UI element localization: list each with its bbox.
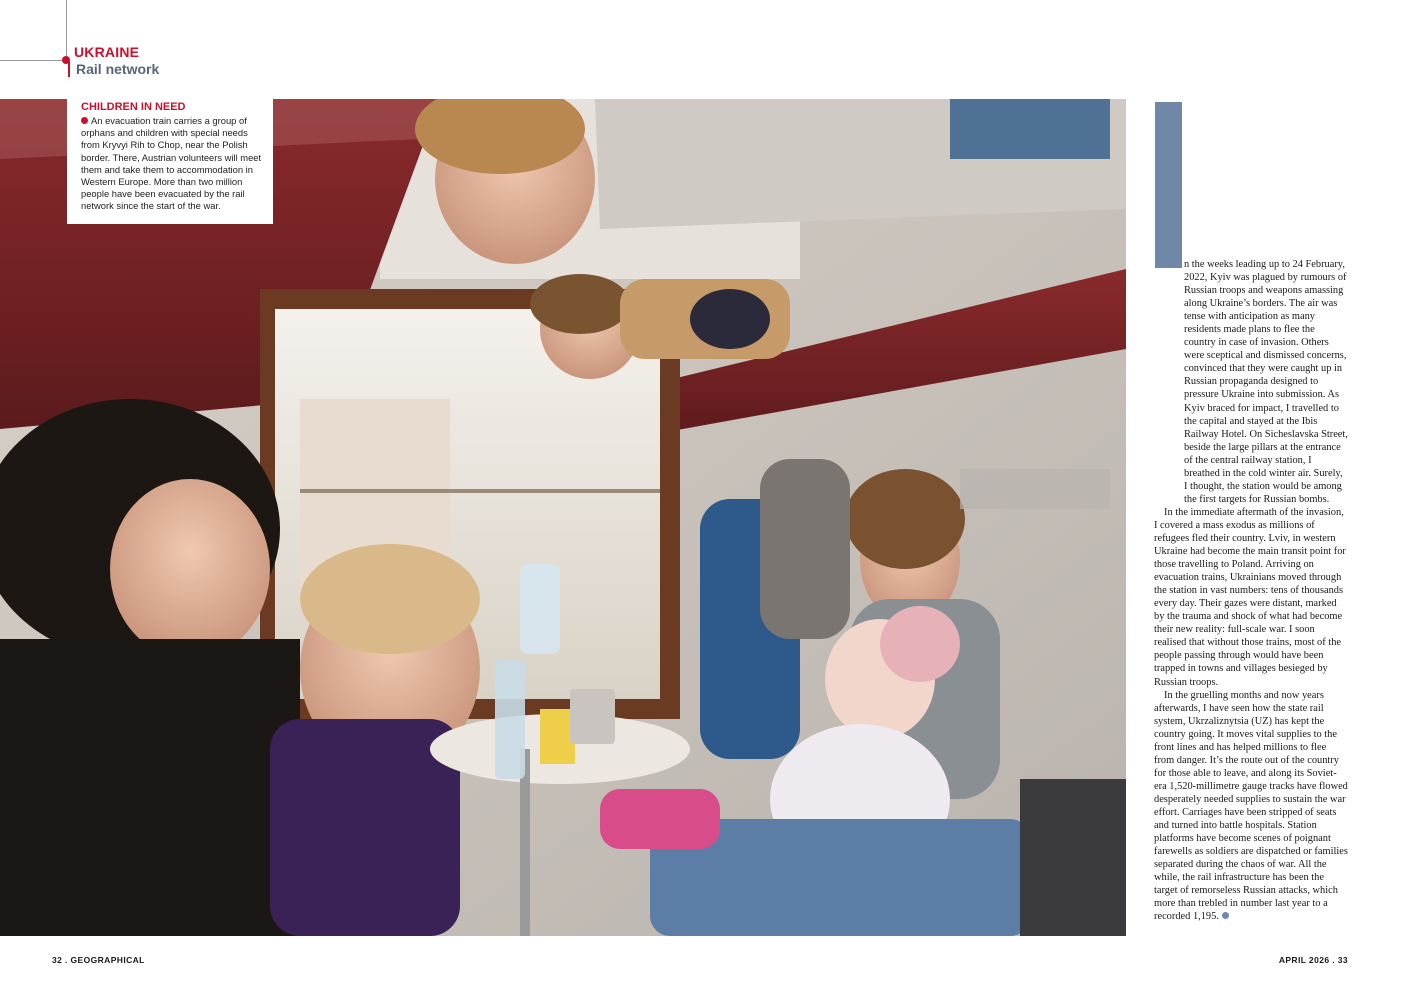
- article-paragraph-3: [1154, 689, 1348, 924]
- photo-caption: [67, 99, 273, 224]
- section-subtitle: Rail network: [68, 61, 159, 77]
- article-paragraph-1: n the weeks leading up to 24 February, 2022, Kyiv was plagued by rumours of Russian troops and weapons amassing along Ukraine’s borders. The air was tense with anticipation as many residents made plans to flee the country in case of invasion. Others were sceptical and dismissed concerns, convinced that they were caught up in Russian propaganda designed to pressure Ukraine into submission. As Kyiv braced for impact, I travelled to the capital and stayed at the Ibis Railway Hotel. On Sicheslavska Street, beside the large pillars at the entrance of the central railway station, I breathed in the cold winter air. Surely, I thought, the station would be among the first targets for Russian bombs.: [1184, 259, 1348, 505]
- caption-text: An evacuation train carries a group of orphans and children with special needs from Kryvyi Rih to Chop, near the Polish border. There, Austrian volunteers will meet them and take them to accommodation in Western Europe. More than two million people have been evacuated by the rail network since the start of the war.: [81, 115, 262, 212]
- section-dot-marker: [62, 56, 70, 64]
- section-header: [68, 44, 159, 77]
- caption-body: [81, 115, 269, 213]
- right-page-folio: APRIL 2026 . 33: [1278, 955, 1348, 965]
- crop-mark-vertical: [66, 0, 67, 62]
- drop-cap-letter: [1155, 102, 1182, 268]
- evacuation-train-photo: [0, 99, 1126, 936]
- article-paragraph-3-text: In the gruelling months and now years afterwards, I have seen how the state rail system, Ukrzaliznytsia (UZ) has kept the country going. It moves vital supplies to the front lines and has helped millions to flee from danger. It’s the route out of the country for those able to leave, and along its Soviet-era 1,520-millimetre gauge tracks have flowed desperately needed supplies to sustain the war effort. Carriages have been stripped of seats and turned into battle hospitals. Station platforms have become scenes of poignant farewells as soldiers are dispatched or families separated during the chaos of war. All the while, the rail infrastructure has been the target of remorseless Russian attacks, which more than trebled in number last year to a recorded 1,195.: [1154, 689, 1348, 923]
- section-title: UKRAINE: [74, 44, 140, 60]
- caption-bullet-icon: [81, 117, 88, 124]
- article-paragraph-2: In the immediate aftermath of the invasion, I covered a mass exodus as millions of refugees fled their country. Lviv, in western Ukraine had become the main transit point for those travelling to Poland. Arriving on evacuation trains, Ukrainians moved through the station in vast numbers: tens of thousands every day. Their gazes were distant, marked by the trauma and shock of what had become their new reality: full-scale war. I soon realised that without those trains, most of the people passing through would have been trapped in towns and villages besieged by Russian troops.: [1154, 506, 1346, 688]
- article-body: [1154, 258, 1348, 923]
- caption-heading: CHILDREN IN NEED: [81, 101, 186, 113]
- left-page-folio: 32 . GEOGRAPHICAL: [52, 955, 145, 965]
- end-mark-icon: [1222, 912, 1229, 919]
- crop-mark-horizontal: [0, 60, 66, 61]
